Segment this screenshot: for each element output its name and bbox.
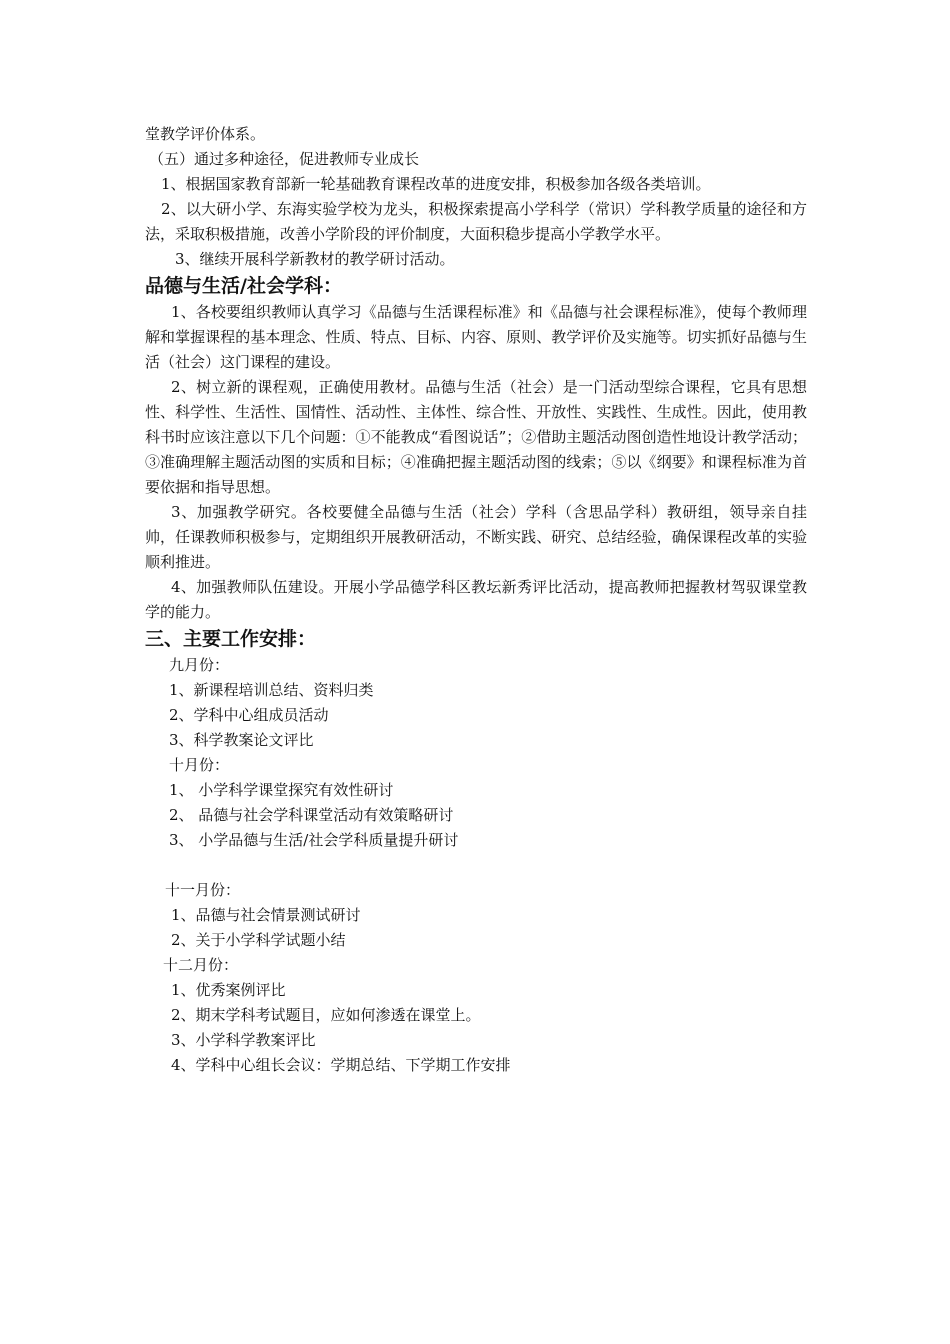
month-label: 十一月份： (165, 881, 241, 899)
list-item: 1、品德与社会情景测试研讨 (171, 906, 361, 924)
month-september (145, 653, 807, 753)
moral-paragraph-4: 4、加强教师队伍建设。开展小学品德学科区教坛新秀评比活动，提高教师把握教材驾驭课堂教学的能力。 (145, 578, 807, 621)
moral-paragraph-2: 2、树立新的课程观，正确使用教材。品德与生活（社会）是一门活动型综合课程，它具有思想性、科学性、生活性、国情性、活动性、主体性、综合性、开放性、实践性、生成性。因此，使用教科书时应该注意以下几个问题：①不能教成“看图说话”；②借助主题活动图创造性地设计教学活动；③准确理解主题活动图的实质和目标；④准确把握主题活动图的线索；⑤以《纲要》和课程标准为首要依据和指导思想。 (145, 378, 807, 496)
list-item: 1、 小学科学课堂探究有效性研讨 (169, 781, 394, 799)
list-item: 2、 品德与社会学科课堂活动有效策略研讨 (169, 806, 454, 824)
section-heading-moral-education: 品德与生活/社会学科： (145, 275, 342, 297)
list-item: 1、新课程培训总结、资料归类 (169, 681, 374, 699)
list-item: 2、期末学科考试题目，应如何渗透在课堂上。 (171, 1006, 481, 1024)
month-label: 十月份： (169, 756, 230, 774)
list-item: 2、关于小学科学试题小结 (171, 931, 346, 949)
blank-line (145, 853, 807, 878)
list-item: 2、学科中心组成员活动 (169, 706, 329, 724)
subsection-heading-five: （五）通过多种途径，促进教师专业成长 (149, 150, 420, 168)
month-october (145, 753, 807, 853)
moral-paragraph-3: 3、加强教学研究。各校要健全品德与生活（社会）学科（含思品学科）教研组，领导亲自挂帅，任课教师积极参与，定期组织开展教研活动，不断实践、研究、总结经验，确保课程改革的实验顺利推进。 (145, 503, 807, 571)
document-page (145, 122, 807, 1078)
paragraph-item-2: 2、以大研小学、东海实验学校为龙头，积极探索提高小学科学（常识）学科教学质量的途径和方法，采取积极措施，改善小学阶段的评价制度，大面积稳步提高小学教学水平。 (145, 200, 807, 243)
month-november (145, 878, 807, 953)
paragraph-item-1: 1、根据国家教育部新一轮基础教育课程改革的进度安排，积极参加各级各类培训。 (161, 175, 711, 193)
section-heading-work-schedule: 三、主要工作安排： (145, 628, 317, 650)
list-item: 4、学科中心组长会议：学期总结、下学期工作安排 (171, 1056, 511, 1074)
list-item: 3、 小学品德与生活/社会学科质量提升研讨 (169, 831, 459, 849)
month-label: 十二月份： (163, 956, 239, 974)
paragraph-continuation: 堂教学评价体系。 (145, 125, 266, 143)
month-december (145, 953, 807, 1078)
moral-paragraph-1: 1、各校要组织教师认真学习《品德与生活课程标准》和《品德与社会课程标准》，使每个教师理解和掌握课程的基本理念、性质、特点、目标、内容、原则、教学评价及实施等。切实抓好品德与生活（社会）这门课程的建设。 (145, 303, 807, 371)
month-label: 九月份： (169, 656, 230, 674)
list-item: 3、小学科学教案评比 (171, 1031, 316, 1049)
list-item: 3、科学教案论文评比 (169, 731, 314, 749)
list-item: 1、优秀案例评比 (171, 981, 286, 999)
paragraph-item-3: 3、继续开展科学新教材的教学研讨活动。 (175, 250, 455, 268)
